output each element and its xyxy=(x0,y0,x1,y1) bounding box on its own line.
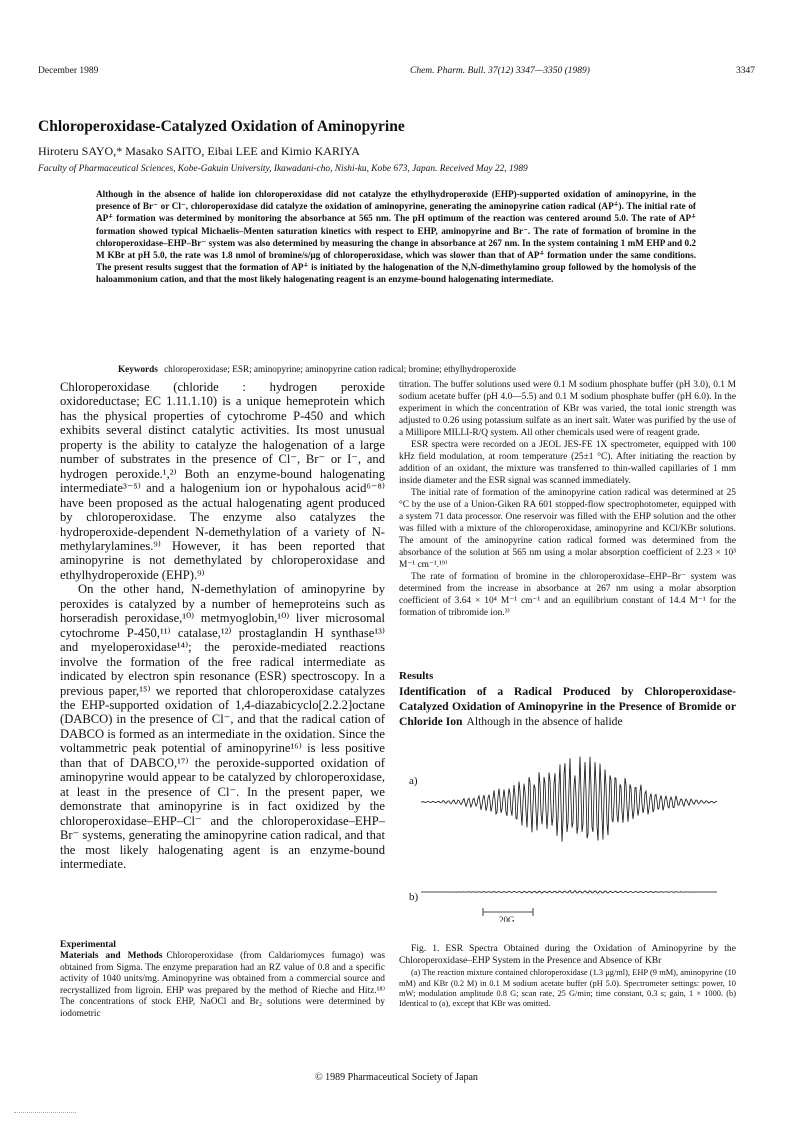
methods-paragraph-1: titration. The buffer solutions used were 0.1 M sodium phosphate buffer (pH 3.0), 0.1 M sodium acetate buffer (pH 4.0—5.5) and 0.1 M sodium phosphate buffer (pH 6.0). In the experiment in which the concentration of KBr was varied, the total ionic strength was adjusted to 0.26 using potassium sulfate as an inert salt. Water was purified by the use of a Millipore MILLI-R/Q system. All other chemicals used were of reagent grade. xyxy=(399,380,736,438)
materials-methods-runin: Materials and Methods xyxy=(60,951,163,961)
results-body: Although in the absence of halide xyxy=(466,715,623,728)
header-date: December 1989 xyxy=(38,66,99,76)
results-runin: Identification of a Radical Produced by Chloroperoxidase-Catalyzed Oxidation of Aminopyrine in the Presence of Bromide or Chloride Ion xyxy=(399,685,736,728)
results-heading: Results xyxy=(399,670,434,682)
methods-paragraph-2: ESR spectra were recorded on a JEOL JES-FE 1X spectrometer, equipped with 100 kHz field modulation, at room temperature (25±1 °C). After initiating the reaction by addition of an oxidant, the mixture was transferred to thin-walled capillaries of 1 mm inside diameter and the ESR signal was scanned immediately. xyxy=(399,440,736,486)
intro-paragraph-1: Chloroperoxidase (chloride : hydrogen peroxide oxidoreductase; EC 1.11.1.10) is a unique hemeprotein which has the physical properties of cytochrome P-450 and which exhibits several distinct catalytic activities. Its most unusual property is the ability to catalyze the halogenation of a large number of substrates in the presence of Cl⁻, Br⁻ or I⁻, and hydrogen peroxide.¹,²⁾ Both an enzyme-bound halogenating intermediate³⁻⁵⁾ and a halogenium ion or hypohalous acid⁶⁻⁸⁾ have been proposed as the actual halogenating agent produced by chloroperoxidase. The enzyme also catalyzes the hydroperoxide-dependent N-demethylation of a variety of N-methylarylamines.⁹⁾ However, it has been reported that aminopyrine is not demethylated by chloroperoxidase and ethylhydroperoxide (EHP).⁹⁾ xyxy=(60,380,385,582)
keywords-label: Keywords xyxy=(118,364,158,374)
abstract: Although in the absence of halide ion chloroperoxidase did not catalyze the ethylhydroperoxide (EHP)-supported oxidation of aminopyrine, in the presence of Br⁻ or Cl⁻, chloroperoxidase did catalyze the oxidation of aminopyrine, generating the aminopyrine cation radical (AP⁺̇). The initial rate of AP⁺̇ formation was determined by monitoring the absorbance at 565 nm. The pH optimum of the reaction was centered around 5.0. The rate of AP⁺̇ formation showed typical Michaelis–Menten saturation kinetics with respect to EHP, aminopyrine and Br⁻. The rate of formation of bromine in the chloroperoxidase–EHP–Br⁻ system was also determined by measuring the change in absorbance at 267 nm. In the system containing 1 mM EHP and 0.2 M KBr at pH 5.0, the rate was 1.8 nmol of bromine/s/μg of chloroperoxidase, which was slower than that of AP⁺̇ formation under the same conditions. The present results suggest that the formation of AP⁺̇ is initiated by the halogenation of the N,N-dimethylamino group followed by the homolysis of the haloammonium cation, and that the most likely halogenating reagent is an enzyme-bound halogenating intermediate. xyxy=(96,189,696,285)
copyright-line: © 1989 Pharmaceutical Society of Japan xyxy=(315,1072,478,1083)
header-journal-citation: Chem. Pharm. Bull. 37(12) 3347—3350 (1989) xyxy=(410,66,590,76)
intro-paragraph-2: On the other hand, N-demethylation of aminopyrine by peroxides is catalyzed by a number of hemeproteins such as horseradish peroxidase,¹⁰⁾ metmyoglobin,¹⁰⁾ liver microsomal cytochrome P-450,¹¹⁾ catalase,¹²⁾ prostaglandin H synthase¹³⁾ and myeloperoxidase¹⁴⁾; the peroxide-mediated reactions involve the formation of the free radical intermediate as indicated by electron spin resonance (ESR) spectroscopy. In a previous paper,¹⁵⁾ we reported that chloroperoxidase catalyzes the EHP-supported oxidation of 1,4-diazabicyclo[2.2.2]octane (DABCO) in the presence of Cl⁻, and that the radical cation of DABCO is formed as an intermediate in the oxidation. Since the voltammetric peak potential of aminopyrine¹⁶⁾ is less positive than that of DABCO,¹⁷⁾ the peroxide-supported oxidation of aminopyrine would appear to be catalyzed by chloroperoxidase, at least in the presence of Cl⁻. In the present paper, we demonstrate that aminopyrine is in fact oxidized by the chloroperoxidase–EHP–Cl⁻ and the chloroperoxidase–EHP–Br⁻ systems, generating the aminopyrine cation radical, and that the most likely halogenating agent is an enzyme-bound intermediate. xyxy=(60,582,385,871)
paper-title: Chloroperoxidase-Catalyzed Oxidation of Aminopyrine xyxy=(38,118,405,135)
experimental-text xyxy=(60,951,385,1021)
header-page-number: 3347 xyxy=(736,66,755,76)
footer-dotted-rule xyxy=(14,1112,76,1113)
results-text xyxy=(399,684,736,729)
esr-spectra-svg xyxy=(399,742,736,922)
materials-methods-body: Chloroperoxidase (from Caldariomyces fumago) was obtained from Sigma. The enzyme preparation had an RZ value of 0.8 and a specific activity of 1040 units/mg. Aminopyrine was obtained from a commercial source and recrystallized from ligroin. EHP was prepared by the method of Rieche and Hitz.¹⁸⁾ The concentrations of stock EHP, NaOCl and Br₂ solutions were determined by iodometric xyxy=(60,951,385,1019)
spectrum-b-trace xyxy=(421,891,717,894)
keywords-text: chloroperoxidase; ESR; aminopyrine; aminopyrine cation radical; bromine; ethylhydroperoxide xyxy=(164,364,516,374)
methods-paragraph-3: The initial rate of formation of the aminopyrine cation radical was determined at 25 °C by the use of a Union-Giken RA 601 stopped-flow spectrophotometer, equipped with a system 71 data processor. One reservoir was filled with the EHP solution and the other was filled with a mixture of the chloroperoxidase, aminopyrine and KCl/KBr solutions. The amount of the aminopyrine cation radical formed was determined from the absorbance of the solution at 565 nm using a molar absorption coefficient of 2.23 × 10³ M⁻¹ cm⁻¹.¹⁹⁾ xyxy=(399,488,736,570)
scale-bar-label: 20G xyxy=(499,915,515,922)
author-list: Hiroteru SAYO,* Masako SAITO, Eibai LEE and Kimio KARIYA xyxy=(38,144,360,158)
affiliation-line: Faculty of Pharmaceutical Sciences, Kobe-Gakuin University, Ikawadani-cho, Nishi-ku, Kobe 673, Japan. Received May 22, 1989 xyxy=(38,164,528,174)
field-scale-bar xyxy=(483,908,533,922)
left-column xyxy=(60,380,385,871)
experimental-heading: Experimental xyxy=(60,939,116,950)
figure-caption xyxy=(399,943,736,1010)
spectrum-a-trace xyxy=(421,757,717,842)
figure-caption-title: Fig. 1. ESR Spectra Obtained during the Oxidation of Aminopyrine by the Chloroperoxidase–EHP System in the Presence and Absence of KBr xyxy=(399,943,736,966)
figure-caption-detail: (a) The reaction mixture contained chloroperoxidase (1.3 μg/ml), EHP (9 mM), aminopyrine (10 mM) and KBr (0.2 M) in 0.1 M sodium acetate buffer (pH 5.0). Spectrometer settings: power, 10 mW; modulation amplitude 0.8 G; scan rate, 25 G/min; time constant, 0.3 s; gain, 1 × 1000. (b) Identical to (a), except that KBr was omitted. xyxy=(399,968,736,1009)
running-header xyxy=(38,66,755,80)
spectrum-b-label: b) xyxy=(409,891,419,903)
methods-paragraph-4: The rate of formation of bromine in the chloroperoxidase–EHP–Br⁻ system was determined from the increase in absorbance at 267 nm using a molar absorption coefficient of 3.64 × 10⁴ M⁻¹ cm⁻¹ and an equilibrium constant of 14.4 M⁻¹ for the formation of tribromide ion.³⁾ xyxy=(399,572,736,618)
keywords-line xyxy=(118,363,718,375)
spectrum-a-label: a) xyxy=(409,775,418,787)
right-column xyxy=(399,379,736,619)
esr-spectra-figure xyxy=(399,742,736,922)
